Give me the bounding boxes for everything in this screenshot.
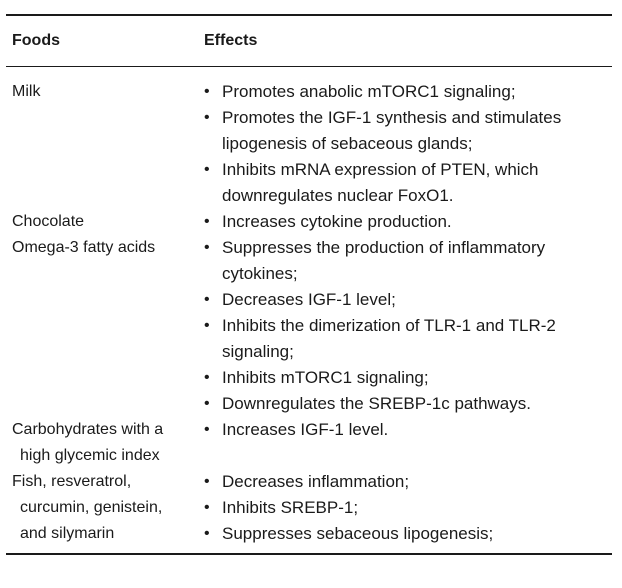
food-name-line: Carbohydrates with a: [12, 421, 164, 438]
food-cell: [6, 417, 204, 469]
effect-text: Decreases inflammation;: [222, 472, 410, 491]
effect-text: Decreases IGF-1 level;: [222, 290, 396, 309]
list-item: [204, 417, 612, 443]
effect-text: Suppresses the production of inflammatory cytokines;: [222, 238, 546, 283]
effect-text: Promotes the IGF-1 synthesis and stimulates lipogenesis of sebaceous glands;: [222, 108, 562, 153]
food-cell: [6, 79, 204, 105]
bullet-icon: •: [204, 499, 210, 516]
table-row: [6, 235, 612, 417]
food-name-line: high glycemic index: [20, 447, 160, 464]
list-item: [204, 105, 612, 157]
effects-list: [204, 235, 612, 417]
bullet-icon: •: [204, 213, 210, 230]
header-foods: Foods: [12, 32, 60, 49]
list-item: [204, 391, 612, 417]
effect-text: Downregulates the SREBP-1c pathways.: [222, 394, 531, 413]
table-row: [6, 79, 612, 209]
list-item: [204, 157, 612, 209]
list-item: [204, 521, 612, 547]
foods-effects-table: [6, 14, 612, 555]
table-bottom-rule: [6, 553, 612, 555]
effect-text: Increases IGF-1 level.: [222, 420, 389, 439]
food-name: Chocolate: [12, 213, 85, 230]
bullet-icon: •: [204, 109, 210, 126]
table-body: [6, 67, 612, 553]
list-item: [204, 495, 612, 521]
effect-text: Inhibits mTORC1 signaling;: [222, 368, 429, 387]
list-item: [204, 79, 612, 105]
bullet-icon: •: [204, 291, 210, 308]
bullet-icon: •: [204, 473, 210, 490]
table-row: [6, 209, 612, 235]
food-name-line: and silymarin: [20, 525, 115, 542]
table-row: [6, 469, 612, 547]
bullet-icon: •: [204, 83, 210, 100]
bullet-icon: •: [204, 421, 210, 438]
list-item: [204, 365, 612, 391]
effects-list: [204, 469, 612, 547]
bullet-icon: •: [204, 369, 210, 386]
list-item: [204, 469, 612, 495]
food-name: Omega-3 fatty acids: [12, 239, 156, 256]
bullet-icon: •: [204, 239, 210, 256]
effect-text: Inhibits the dimerization of TLR-1 and TLR-2 signaling;: [222, 316, 556, 361]
bullet-icon: •: [204, 525, 210, 542]
effects-list: [204, 417, 612, 443]
effect-text: Suppresses sebaceous lipogenesis;: [222, 524, 494, 543]
food-name-line: Fish, resveratrol,: [12, 473, 132, 490]
effect-text: Inhibits SREBP-1;: [222, 498, 359, 517]
list-item: [204, 209, 612, 235]
food-name-line: curcumin, genistein,: [20, 499, 163, 516]
bullet-icon: •: [204, 395, 210, 412]
list-item: [204, 313, 612, 365]
list-item: [204, 235, 612, 287]
table-row: [6, 417, 612, 469]
effects-list: [204, 209, 612, 235]
food-name: Milk: [12, 83, 41, 100]
bullet-icon: •: [204, 161, 210, 178]
list-item: [204, 287, 612, 313]
effect-text: Increases cytokine production.: [222, 212, 452, 231]
food-cell: [6, 469, 204, 547]
effect-text: Inhibits mRNA expression of PTEN, which downregulates nuclear FoxO1.: [222, 160, 539, 205]
food-cell: [6, 235, 204, 261]
bullet-icon: •: [204, 317, 210, 334]
effect-text: Promotes anabolic mTORC1 signaling;: [222, 82, 516, 101]
food-cell: [6, 209, 204, 235]
table-header-row: [6, 16, 612, 66]
effects-list: [204, 79, 612, 209]
header-effects: Effects: [204, 32, 258, 49]
